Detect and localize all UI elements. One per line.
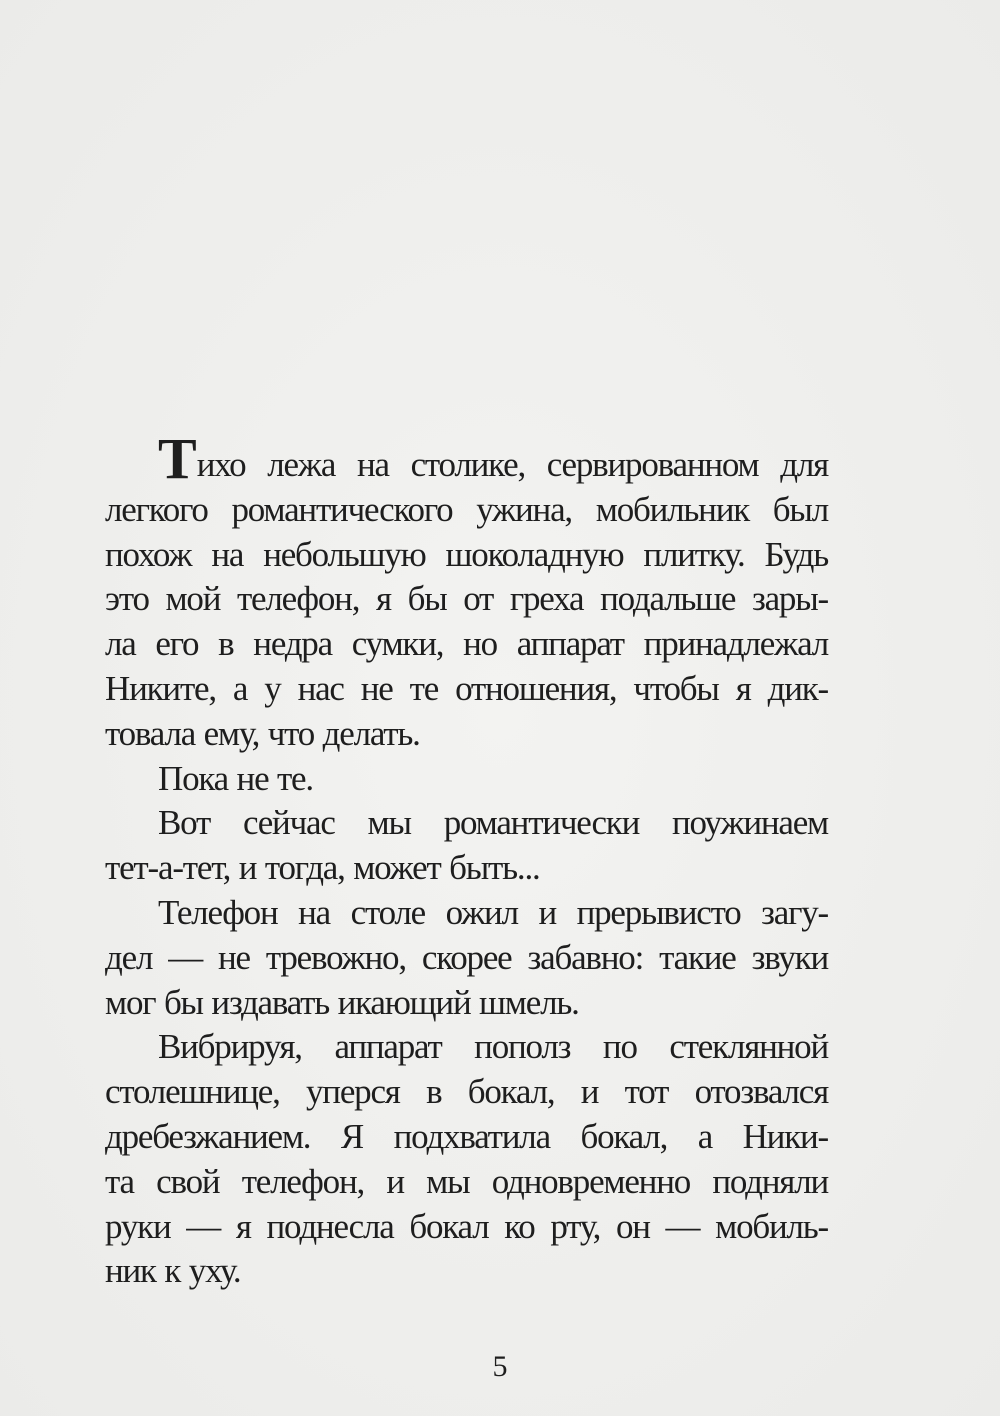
text-line: [105, 622, 828, 667]
text-line-content: руки — я поднесла бокал ко рту, он — мобиль-: [105, 1206, 828, 1246]
text-line: [105, 712, 828, 757]
text-line-content: тет-а-тет, и тогда, может быть...: [105, 848, 540, 888]
text-line-content: столешнице, уперся в бокал, и тот отозвался: [105, 1072, 828, 1112]
text-line-content: похож на небольшую шоколадную плитку. Будь: [105, 534, 828, 574]
text-line: [105, 1115, 828, 1160]
text-line-content: товала ему, что делать.: [105, 713, 420, 753]
text-line-content: ихо лежа на столике, сервированном для: [196, 445, 828, 484]
text-line: [105, 1070, 828, 1115]
text-line-content: Вот сейчас мы романтически поужинаем: [158, 803, 828, 843]
text-line: [105, 1249, 828, 1294]
text-line-content: ла его в недра сумки, но аппарат принадлежал: [105, 624, 828, 664]
text-line: [105, 1205, 828, 1250]
page-number: 5: [492, 1350, 508, 1383]
text-line: [105, 757, 828, 802]
body-text: [105, 426, 828, 1294]
text-line: [105, 981, 828, 1026]
text-line: [105, 891, 828, 936]
text-line: [105, 667, 828, 712]
text-line: [105, 936, 828, 981]
drop-cap: Т: [158, 426, 197, 491]
text-line-content: дел — не тревожно, скорее забавно: такие звуки: [105, 937, 828, 977]
text-line: [105, 1025, 828, 1070]
text-line-content: Телефон на столе ожил и прерывисто загу-: [158, 892, 828, 932]
text-line: [105, 533, 828, 578]
text-line-content: та свой телефон, и мы одновременно подняли: [105, 1161, 828, 1201]
text-line-content: ник к уху.: [105, 1251, 241, 1291]
text-line: [105, 846, 828, 891]
text-line: [105, 426, 828, 491]
text-line-content: Вибрируя, аппарат пополз по стеклянной: [158, 1027, 828, 1067]
text-line-content: дребезжанием. Я подхватила бокал, а Ники-: [105, 1116, 828, 1156]
text-line-content: это мой телефон, я бы от греха подальше зары-: [105, 579, 828, 619]
text-line-content: Пока не те.: [158, 758, 313, 798]
text-line-content: Никите, а у нас не те отношения, чтобы я дик-: [105, 668, 828, 708]
text-line: [105, 488, 828, 533]
text-line: [105, 801, 828, 846]
text-line: [105, 577, 828, 622]
text-line-content: мог бы издавать икающий шмель.: [105, 982, 579, 1022]
text-line: [105, 1160, 828, 1205]
text-line-content: легкого романтического ужина, мобильник был: [105, 489, 828, 529]
